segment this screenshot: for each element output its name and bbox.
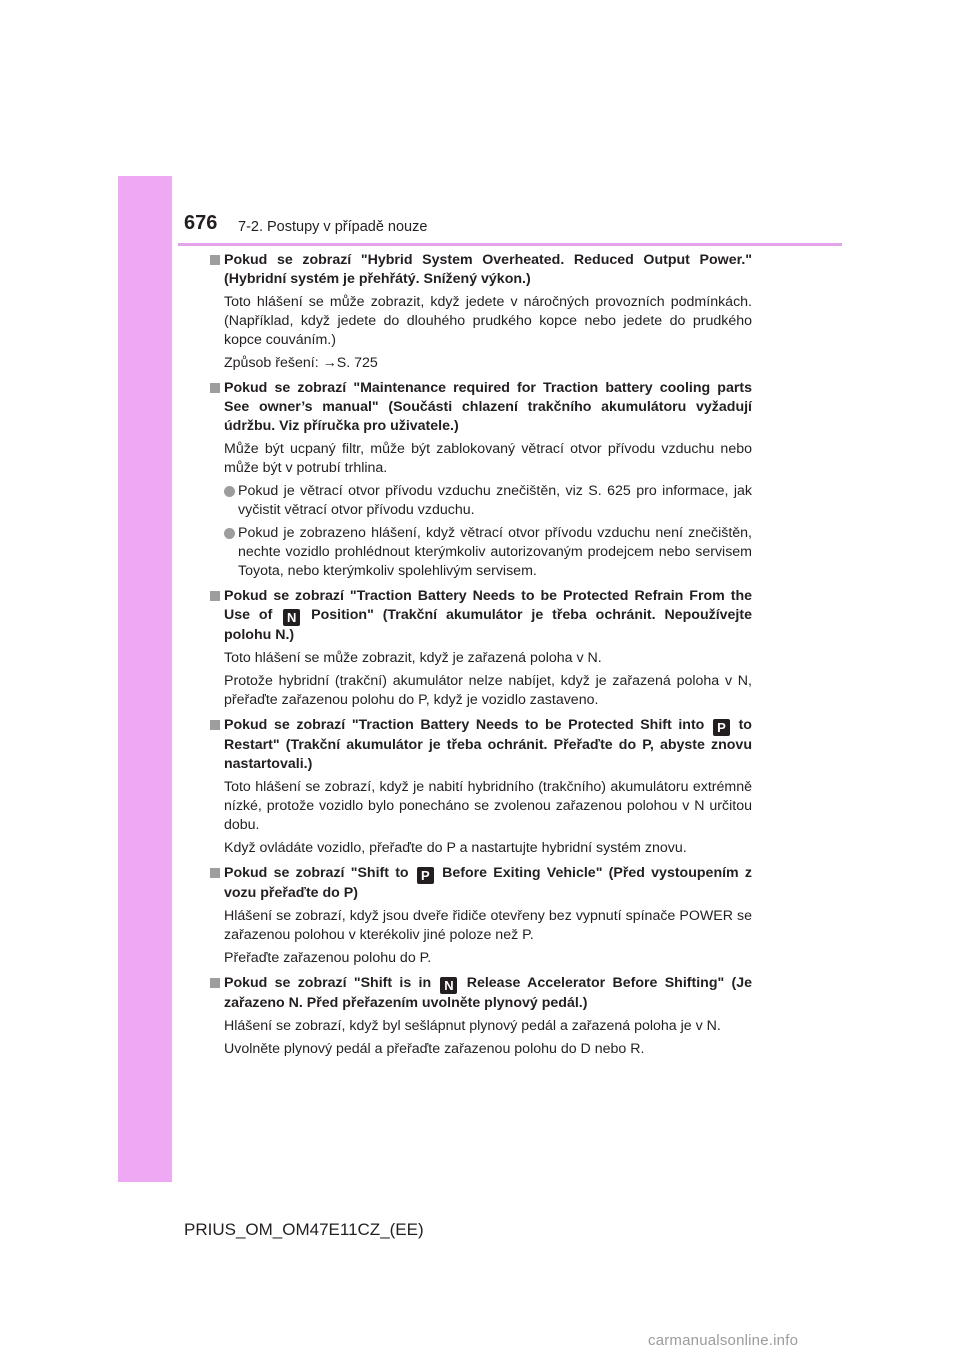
header-divider — [178, 243, 842, 246]
watermark[interactable]: carmanualsonline.info — [648, 1332, 799, 1349]
shift-n-key-icon: N — [283, 609, 300, 626]
body-paragraph: Uvolněte plynový pedál a přeřaďte zařazenou polohu do D nebo R. — [224, 1041, 645, 1057]
body-paragraph: Protože hybridní (trakční) akumulátor nelze nabíjet, když je zařazená poloha v N, přeřaďte zařazenou polohu do P, když je vozidlo zastaveno. — [224, 673, 752, 708]
round-bullet-icon — [224, 528, 235, 539]
shift-n-key-icon: N — [440, 977, 457, 994]
body-paragraph: Toto hlášení se může zobrazit, když jedete v náročných provozních podmínkách. (Například, když jedete do dlouhého prudkého kopce nebo jedete do prudkého kopce couváním.) — [224, 294, 752, 348]
chapter-tab-bar — [118, 176, 172, 1182]
square-bullet-icon — [210, 591, 220, 601]
body-paragraph: Když ovládáte vozidlo, přeřaďte do P a nastartujte hybridní systém znovu. — [224, 840, 687, 856]
document-code: PRIUS_OM_OM47E11CZ_(EE) — [184, 1220, 424, 1239]
square-bullet-icon — [210, 868, 220, 878]
list-item: Pokud je zobrazeno hlášení, když větrací otvor přívodu vzduchu není znečištěn, nechte vozidlo prohlédnout kterýmkoliv autorizovaným prodejcem nebo servisem Toyota, nebo kterýmkoliv spolehlivým servisem. — [210, 524, 752, 581]
square-bullet-icon — [210, 978, 220, 988]
body-paragraph: Toto hlášení se může zobrazit, když je zařazená poloha v N. — [224, 650, 602, 666]
section-heading: Pokud se zobrazí "Shift is in N Release Accelerator Before Shifting" (Je zařazeno N. Před přeřazením uvolněte plynový pedál.) — [210, 974, 752, 1013]
page-number: 676 — [184, 212, 218, 234]
section-heading: Pokud se zobrazí "Traction Battery Needs to be Protected Refrain From the Use of N Position" (Trakční akumulátor je třeba ochránit. Nepoužívejte polohu N.) — [210, 587, 752, 645]
section-title: 7-2. Postupy v případě nouze — [238, 219, 428, 235]
body-paragraph: Toto hlášení se zobrazí, když je nabití hybridního (trakčního) akumulátoru extrémně nízké, protože vozidlo bylo ponecháno se zvolenou zařazenou polohou v N určitou dobu. — [224, 779, 752, 833]
section-heading: Pokud se zobrazí "Hybrid System Overheated. Reduced Output Power." (Hybridní systém je přehřátý. Snížený výkon.) — [210, 251, 752, 289]
square-bullet-icon — [210, 720, 220, 730]
body-paragraph: Přeřaďte zařazenou polohu do P. — [224, 950, 432, 966]
round-bullet-icon — [224, 486, 235, 497]
body-paragraph: Hlášení se zobrazí, když byl sešlápnut plynový pedál a zařazená poloha je v N. — [224, 1018, 721, 1034]
section-heading: Pokud se zobrazí "Maintenance required for Traction battery cooling parts See owner’s manual" (Součásti chlazení trakčního akumulátoru vyžadují údržbu. Viz příručka pro uživatele.) — [210, 379, 752, 436]
square-bullet-icon — [210, 255, 220, 265]
reference-paragraph: Způsob řešení: →S. 725 — [224, 355, 378, 371]
section-heading: Pokud se zobrazí "Shift to P Before Exiting Vehicle" (Před vystoupením z vozu přeřaďte do P) — [210, 864, 752, 903]
list-item: Pokud je větrací otvor přívodu vzduchu znečištěn, viz S. 625 pro informace, jak vyčistit větrací otvor přívodu vzduchu. — [210, 482, 752, 520]
body-paragraph: Může být ucpaný filtr, může být zablokovaný větrací otvor přívodu vzduchu nebo může být v potrubí trhlina. — [224, 441, 752, 476]
page-content — [210, 251, 752, 1059]
square-bullet-icon — [210, 383, 220, 393]
shift-p-key-icon: P — [417, 867, 434, 884]
shift-p-key-icon: P — [713, 719, 730, 736]
section-heading: Pokud se zobrazí "Traction Battery Needs to be Protected Shift into P to Restart" (Trakční akumulátor je třeba ochránit. Přeřaďte do P, abyste znovu nastartovali.) — [210, 716, 752, 774]
body-paragraph: Hlášení se zobrazí, když jsou dveře řidiče otevřeny bez vypnutí spínače POWER se zařazenou polohou v kterékoliv jiné poloze než P. — [224, 908, 752, 943]
